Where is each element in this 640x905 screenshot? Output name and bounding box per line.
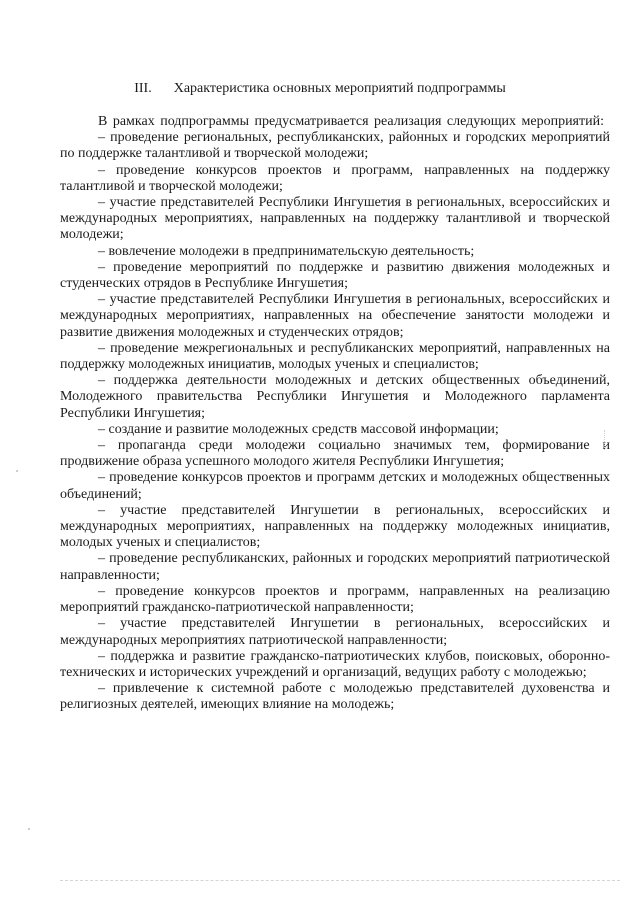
list-item-11: – проведение конкурсов проектов и программ детских и молодежных общественных объединений;	[60, 470, 610, 502]
list-item-1: – проведение региональных, республиканских, районных и городских мероприятий по поддержке талантливой и творческой молодежи;	[60, 130, 610, 162]
list-item-13: – проведение республиканских, районных и городских мероприятий патриотической направленности;	[60, 551, 610, 583]
list-item-3: – участие представителей Республики Ингушетия в региональных, всероссийских и международных мероприятиях, направленных на поддержку талантливой и творческой молодежи;	[60, 195, 610, 243]
list-item-6: – участие представителей Республики Ингушетия в региональных, всероссийских и международных мероприятиях, направленных на обеспечение занятости молодежи и развитие движения молодежных и студенческих отрядов;	[60, 292, 610, 340]
intro-paragraph: В рамках подпрограммы предусматривается реализация следующих мероприятий:	[98, 114, 604, 129]
list-item-2: – проведение конкурсов проектов и программ, направленных на поддержку талантливой и творческой молодежи;	[60, 162, 610, 194]
list-item-7: – проведение межрегиональных и республиканских мероприятий, направленных на поддержку молодежных инициатив, молодых ученых и специалистов;	[60, 340, 610, 373]
section-heading	[0, 80, 640, 98]
scan-artifact-line	[60, 880, 620, 881]
list-item-14: – проведение конкурсов проектов и программ, направленных на реализацию мероприятий гражданско-патриотической направленности;	[60, 583, 610, 616]
list-item-4: – вовлечение молодежи в предпринимательскую деятельность;	[98, 243, 475, 259]
scan-speck	[16, 470, 18, 472]
list-item-12: – участие представителей Ингушетии в региональных, всероссийских и международных мероприятиях, направленных на поддержку молодежных инициатив, молодых ученых и специалистов;	[60, 502, 610, 551]
list-item-16: – поддержка и развитие гражданско-патриотических клубов, поисковых, оборонно-технических и исторических учреждений и организаций, ведущих работу с молодежью;	[60, 648, 610, 680]
section-number: III.	[134, 81, 152, 96]
scan-artifact-mark	[604, 430, 605, 450]
document-body	[60, 114, 610, 714]
scan-speck	[28, 828, 30, 830]
list-item-17: – привлечение к системной работе с молодежью представителей духовенства и религиозных деятелей, имеющих влияние на молодежь;	[60, 681, 610, 713]
list-item-8: – поддержка деятельности молодежных и детских общественных объединений, Молодежного правительства Республики Ингушетия и Молодежного парламента Республики Ингушетия;	[60, 373, 610, 421]
list-item-15: – участие представителей Ингушетии в региональных, всероссийских и международных мероприятиях патриотической направленности;	[60, 616, 610, 648]
list-item-5: – проведение мероприятий по поддержке и развитию движения молодежных и студенческих отрядов в Республике Ингушетия;	[60, 259, 610, 292]
list-item-9: – создание и развитие молодежных средств массовой информации;	[98, 421, 499, 437]
section-title: Характеристика основных мероприятий подпрограммы	[173, 81, 506, 96]
list-item-10: – пропаганда среди молодежи социально значимых тем, формирование и продвижение образа успешного молодого жителя Республики Ингушетия;	[60, 438, 610, 470]
